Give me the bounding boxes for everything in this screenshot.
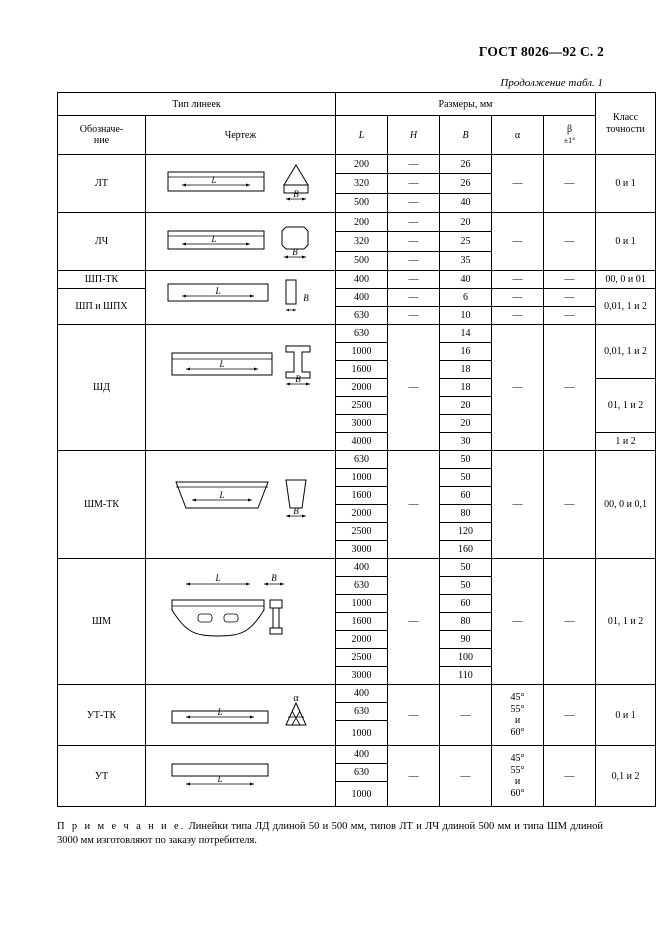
designation-lch: ЛЧ <box>58 213 146 271</box>
cell-B: 25 <box>440 232 492 251</box>
cell-L: 1000 <box>336 595 388 613</box>
header-beta: β ±1° <box>544 116 596 155</box>
cell-accuracy: 0 и 1 <box>596 685 656 746</box>
cell-H: — <box>388 451 440 559</box>
cell-alpha: 45° 55° и 60° <box>492 746 544 807</box>
cell-alpha: 45° 55° и 60° <box>492 685 544 746</box>
designation-shd: ШД <box>58 325 146 451</box>
cell-B: 50 <box>440 559 492 577</box>
table-row <box>58 451 656 469</box>
cell-L: 3000 <box>336 541 388 559</box>
svg-text:L: L <box>215 286 221 296</box>
svg-text:L: L <box>211 175 217 185</box>
cell-alpha: — <box>492 289 544 307</box>
cell-accuracy: 0 и 1 <box>596 155 656 213</box>
cell-B: 30 <box>440 433 492 451</box>
cell-B: 40 <box>440 271 492 289</box>
table-header-row-1 <box>58 93 656 116</box>
cell-L: 1000 <box>336 721 388 746</box>
cell-accuracy: 0,1 и 2 <box>596 746 656 807</box>
cell-L: 1600 <box>336 487 388 505</box>
cell-H: — <box>388 213 440 232</box>
cell-B: 18 <box>440 379 492 397</box>
cell-L: 630 <box>336 325 388 343</box>
cell-L: 1000 <box>336 343 388 361</box>
cell-H: — <box>388 307 440 325</box>
cell-accuracy: 1 и 2 <box>596 433 656 451</box>
svg-text:α: α <box>293 692 299 704</box>
header-sizes-group: Размеры, мм <box>336 93 596 116</box>
cell-B: 26 <box>440 155 492 174</box>
cell-B: 16 <box>440 343 492 361</box>
cell-B: 80 <box>440 505 492 523</box>
header-type-group: Тип линеек <box>58 93 336 116</box>
table-row <box>58 155 656 174</box>
designation-ut: УТ <box>58 746 146 807</box>
drawing-lt <box>146 155 336 213</box>
designation-lt: ЛТ <box>58 155 146 213</box>
cell-L: 630 <box>336 577 388 595</box>
cell-B: 6 <box>440 289 492 307</box>
cell-L: 200 <box>336 155 388 174</box>
svg-text:L: L <box>215 573 221 583</box>
cell-beta: — <box>544 685 596 746</box>
cell-accuracy: 01, 1 и 2 <box>596 379 656 433</box>
cell-B: 40 <box>440 193 492 212</box>
cell-L: 2000 <box>336 379 388 397</box>
cell-L: 320 <box>336 174 388 193</box>
cell-H: — <box>388 685 440 746</box>
svg-text:L: L <box>217 773 223 784</box>
table-row <box>58 559 656 577</box>
cell-H: — <box>388 559 440 685</box>
cell-B: 80 <box>440 613 492 631</box>
cell-B: 60 <box>440 487 492 505</box>
svg-text:B: B <box>292 247 298 257</box>
cell-L: 2000 <box>336 505 388 523</box>
cell-B: — <box>440 685 492 746</box>
designation-ut-tk: УТ-ТК <box>58 685 146 746</box>
table-row <box>58 685 656 703</box>
cell-B: 160 <box>440 541 492 559</box>
cell-B: 50 <box>440 451 492 469</box>
cell-B: 35 <box>440 251 492 270</box>
cell-L: 320 <box>336 232 388 251</box>
cell-alpha: — <box>492 307 544 325</box>
table-note <box>57 820 603 848</box>
designation-shm: ШМ <box>58 559 146 685</box>
cell-beta: — <box>544 746 596 807</box>
cell-H: — <box>388 746 440 807</box>
header-drawing: Чертеж <box>146 116 336 155</box>
header-H: H <box>388 116 440 155</box>
cell-H: — <box>388 251 440 270</box>
drawing-shm <box>146 559 336 685</box>
cell-L: 4000 <box>336 433 388 451</box>
cell-B: 18 <box>440 361 492 379</box>
cell-B: 20 <box>440 213 492 232</box>
header-alpha: α <box>492 116 544 155</box>
svg-text:L: L <box>211 234 217 244</box>
cell-L: 2500 <box>336 523 388 541</box>
note-label: П р и м е ч а н и е. <box>57 821 186 832</box>
cell-B: 14 <box>440 325 492 343</box>
cell-beta: — <box>544 155 596 213</box>
cell-L: 1000 <box>336 782 388 807</box>
cell-beta: — <box>544 559 596 685</box>
cell-H: — <box>388 325 440 451</box>
cell-B: — <box>440 746 492 807</box>
svg-text:L: L <box>217 706 223 717</box>
designation-shp-shph: ШП и ШПХ <box>58 289 146 325</box>
cell-L: 630 <box>336 703 388 721</box>
cell-H: — <box>388 289 440 307</box>
header-B: B <box>440 116 492 155</box>
cell-B: 10 <box>440 307 492 325</box>
cell-beta: — <box>544 289 596 307</box>
cell-L: 2500 <box>336 649 388 667</box>
cell-L: 500 <box>336 193 388 212</box>
cell-accuracy: 0 и 1 <box>596 213 656 271</box>
cell-L: 1600 <box>336 361 388 379</box>
cell-L: 1000 <box>336 469 388 487</box>
svg-text:L: L <box>219 489 225 500</box>
svg-text:B: B <box>293 505 299 516</box>
cell-L: 630 <box>336 451 388 469</box>
drawing-ut-tk <box>146 685 336 746</box>
cell-B: 20 <box>440 397 492 415</box>
cell-H: — <box>388 271 440 289</box>
cell-L: 630 <box>336 307 388 325</box>
drawing-shd <box>146 325 336 451</box>
table-row <box>58 213 656 232</box>
cell-L: 2000 <box>336 631 388 649</box>
header-accuracy-class: Класс точности <box>596 93 656 155</box>
cell-alpha: — <box>492 325 544 451</box>
cell-beta: — <box>544 451 596 559</box>
cell-B: 90 <box>440 631 492 649</box>
header-L: L <box>336 116 388 155</box>
drawing-ut <box>146 746 336 807</box>
cell-B: 60 <box>440 595 492 613</box>
note-text: Линейки типа ЛД длиной 50 и 500 мм, типов ЛТ и ЛЧ длиной 500 мм и типа ШМ длиной 3000 мм изготовляют по заказу потребителя. <box>57 821 603 847</box>
drawing-lch <box>146 213 336 271</box>
cell-L: 400 <box>336 746 388 764</box>
table-row <box>58 271 656 289</box>
cell-alpha: — <box>492 559 544 685</box>
cell-L: 400 <box>336 685 388 703</box>
cell-B: 120 <box>440 523 492 541</box>
drawing-shm-tk <box>146 451 336 559</box>
cell-B: 50 <box>440 469 492 487</box>
specification-table <box>57 92 656 807</box>
cell-accuracy: 00, 0 и 01 <box>596 271 656 289</box>
cell-accuracy: 0,01, 1 и 2 <box>596 289 656 325</box>
cell-accuracy: 01, 1 и 2 <box>596 559 656 685</box>
cell-accuracy: 0,01, 1 и 2 <box>596 325 656 379</box>
cell-L: 400 <box>336 559 388 577</box>
cell-L: 1600 <box>336 613 388 631</box>
cell-B: 110 <box>440 667 492 685</box>
designation-shm-tk: ШМ-ТК <box>58 451 146 559</box>
svg-text:B: B <box>293 189 299 199</box>
header-designation: Обозначе- ние <box>58 116 146 155</box>
cell-L: 200 <box>336 213 388 232</box>
page-header: ГОСТ 8026—92 С. 2 <box>478 44 604 59</box>
cell-H: — <box>388 155 440 174</box>
cell-L: 2500 <box>336 397 388 415</box>
table-row <box>58 325 656 343</box>
cell-alpha: — <box>492 155 544 213</box>
table-header-row-2 <box>58 116 656 155</box>
drawing-shp <box>146 271 336 325</box>
svg-text:B: B <box>303 293 309 303</box>
cell-B: 100 <box>440 649 492 667</box>
cell-accuracy: 00, 0 и 0,1 <box>596 451 656 559</box>
cell-L: 400 <box>336 271 388 289</box>
cell-beta: — <box>544 213 596 271</box>
table-continuation-label: Продолжение табл. 1 <box>500 77 603 89</box>
svg-text:B: B <box>271 573 277 583</box>
svg-text:L: L <box>219 359 225 369</box>
cell-alpha: — <box>492 451 544 559</box>
cell-alpha: — <box>492 213 544 271</box>
cell-beta: — <box>544 271 596 289</box>
cell-L: 500 <box>336 251 388 270</box>
table-row <box>58 746 656 764</box>
cell-B: 20 <box>440 415 492 433</box>
cell-beta: — <box>544 325 596 451</box>
designation-shp-tk: ШП-ТК <box>58 271 146 289</box>
cell-L: 400 <box>336 289 388 307</box>
cell-H: — <box>388 232 440 251</box>
cell-L: 3000 <box>336 415 388 433</box>
cell-alpha: — <box>492 271 544 289</box>
cell-B: 26 <box>440 174 492 193</box>
svg-text:B: B <box>295 374 301 384</box>
cell-H: — <box>388 174 440 193</box>
cell-B: 50 <box>440 577 492 595</box>
cell-L: 630 <box>336 764 388 782</box>
cell-beta: — <box>544 307 596 325</box>
cell-H: — <box>388 193 440 212</box>
cell-L: 3000 <box>336 667 388 685</box>
